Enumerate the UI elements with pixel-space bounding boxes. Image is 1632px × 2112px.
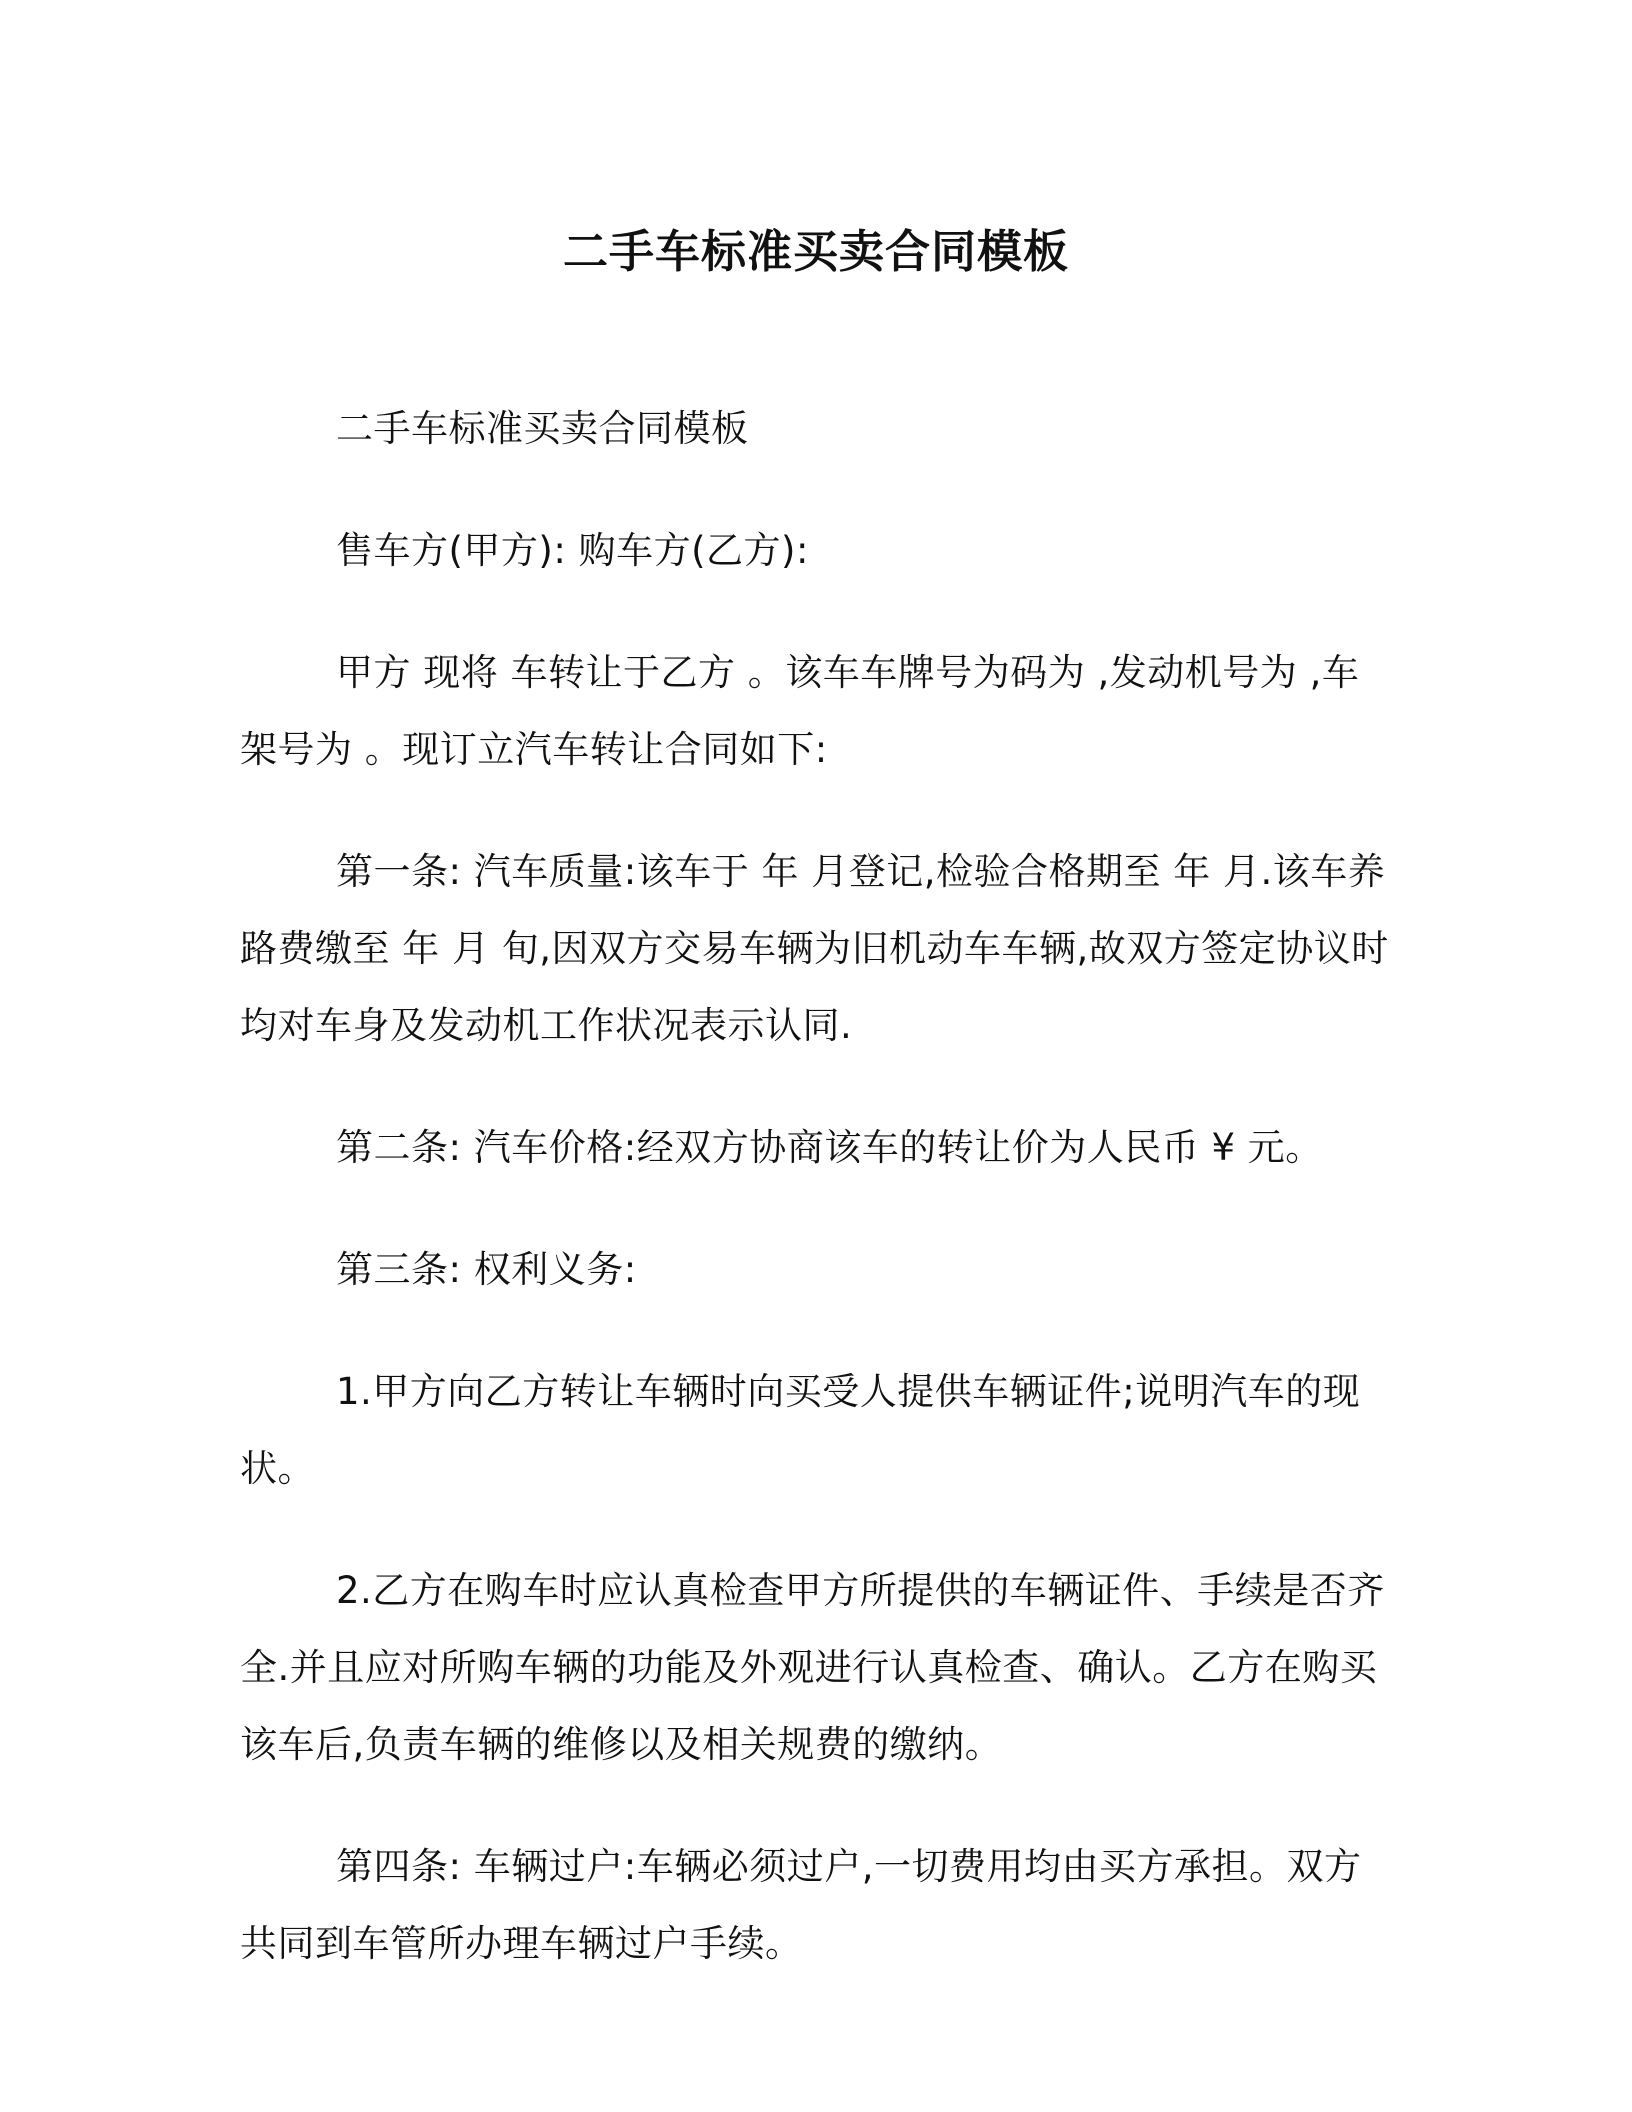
paragraph-article-4: 第四条: 车辆过户:车辆必须过户,一切费用均由买方承担。双方共同到车管所办理车辆过户手续。	[240, 1845, 1362, 1965]
paragraph-article-2: 第二条: 汽车价格:经双方协商该车的转让价为人民币 ¥ 元。	[336, 1126, 1323, 1169]
paragraph-subtitle: 二手车标准买卖合同模板	[336, 407, 749, 450]
paragraph-parties: 售车方(甲方): 购车方(乙方):	[336, 529, 809, 572]
paragraph-article-1: 第一条: 汽车质量:该车于 年 月登记,检验合格期至 年 月.该车养路费缴至 年 月 旬,因双方交易车辆为旧机动车车辆,故双方签定协议时均对车身及发动机工作状况表示认同.	[240, 850, 1389, 1047]
paragraph-article-3-item-2: 2.乙方在购车时应认真检查甲方所提供的车辆证件、手续是否齐全.并且应对所购车辆的功能及外观进行认真检查、确认。乙方在购买该车后,负责车辆的维修以及相关规费的缴纳。	[240, 1569, 1385, 1766]
paragraph-article-3: 第三条: 权利义务:	[336, 1248, 637, 1291]
paragraph-transfer-intro: 甲方 现将 车转让于乙方 。该车车牌号为码为 ,发动机号为 ,车架号为 。现订立汽车转让合同如下:	[240, 651, 1360, 771]
document-title: 二手车标准买卖合同模板	[562, 225, 1069, 278]
paragraph-article-3-item-1: 1.甲方向乙方转让车辆时向买受人提供车辆证件;说明汽车的现状。	[240, 1370, 1361, 1490]
document-body	[240, 390, 1390, 2027]
